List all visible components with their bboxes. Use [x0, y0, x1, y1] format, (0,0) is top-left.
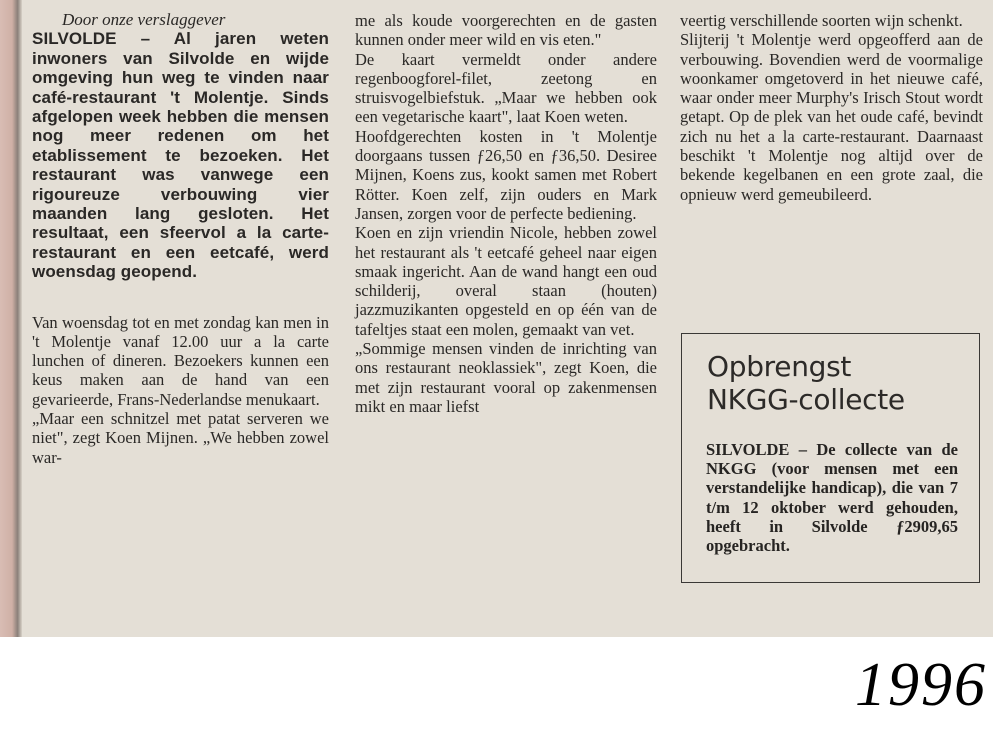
paragraph: veertig verschillende soorten wijn schenkt.: [680, 11, 963, 30]
clipping-edge: [0, 0, 22, 637]
box-text: SILVOLDE – De collecte van de NKGG (voor mensen met een verstandelijke handicap), die van 7 t/m 12 oktober werd gehouden, heeft in Silvolde ƒ2909,65 opgebracht.: [706, 440, 958, 556]
byline: Door onze verslaggever: [62, 10, 226, 29]
column-1: [32, 10, 329, 467]
paragraph: Hoofdgerechten kosten in 't Molentje doorgaans tussen ƒ26,50 en ƒ36,50. Desiree Mijnen, Koens zus, kookt samen met Robert Rötter. Koen zelf, zijn ouders en Mark Jansen, zorgen voor de perfecte bediening.: [355, 126, 657, 223]
column-2: [355, 11, 657, 416]
year-label: 1996: [855, 651, 987, 719]
paragraph: „Maar een schnitzel met patat serveren we niet", zegt Koen Mijnen. „We hebben zowel war-: [32, 409, 329, 467]
paragraph: „Sommige mensen vinden de inrichting van ons restaurant neoklassiek", zegt Koen, die met zijn restaurant vooral op zakenmensen mikt en maar liefst: [355, 339, 657, 416]
box-headline-line-2: NKGG-collecte: [707, 383, 905, 416]
paragraph: me als koude voorgerechten en de gasten kunnen onder meer wild en vis eten.": [355, 11, 657, 50]
article-lead: SILVOLDE – Al jaren weten inwoners van Silvolde en wijde omgeving hun weg te vinden naar café-restaurant 't Molentje. Sinds afgelopen week hebben die mensen nog meer redenen om het etablissement te bezoeken. Het restaurant was vanwege een rigoureuze verbouwing vier maanden lang gesloten. Het resultaat, een sfeervol a la carte-restaurant en een eetcafé, werd woensdag geopend.: [32, 29, 329, 282]
paragraph: Koen en zijn vriendin Nicole, hebben zowel het restaurant als 't eetcafé geheel naar eigen smaak ingericht. Aan de wand hangt een oud schilderij, overal staan (houten) jazzmuzikanten opgesteld en op één van de tafeltjes staat een molen, gemaakt van vet.: [355, 223, 657, 339]
box-headline-line-1: Opbrengst: [707, 350, 852, 383]
paragraph: Van woensdag tot en met zondag kan men in 't Molentje vanaf 12.00 uur a la carte lunchen of dineren. Bezoekers kunnen een keus maken aan de hand van een gevarieerde, Frans-Nederlandse menukaart.: [32, 312, 329, 409]
box-headline: [707, 350, 977, 416]
paragraph: Slijterij 't Molentje werd opgeofferd aan de verbouwing. Bovendien werd de voormalige woonkamer omgetoverd in het nieuwe café, waar onder meer Murphy's Irisch Stout wordt getapt. Op de plek van het oude café, bevindt zich nu het a la carte-restaurant. Daarnaast beschikt 't Molentje nog altijd over de bekende kegelbanen en een grote zaal, die opnieuw werd gemeubileerd.: [680, 30, 983, 204]
column-3: [680, 11, 983, 204]
paragraph: De kaart vermeldt onder andere regenboogforel-filet, zeetong en struisvogelbiefstuk. „Maar we hebben ook een vegetarische kaart", laat Koen weten.: [355, 49, 657, 127]
